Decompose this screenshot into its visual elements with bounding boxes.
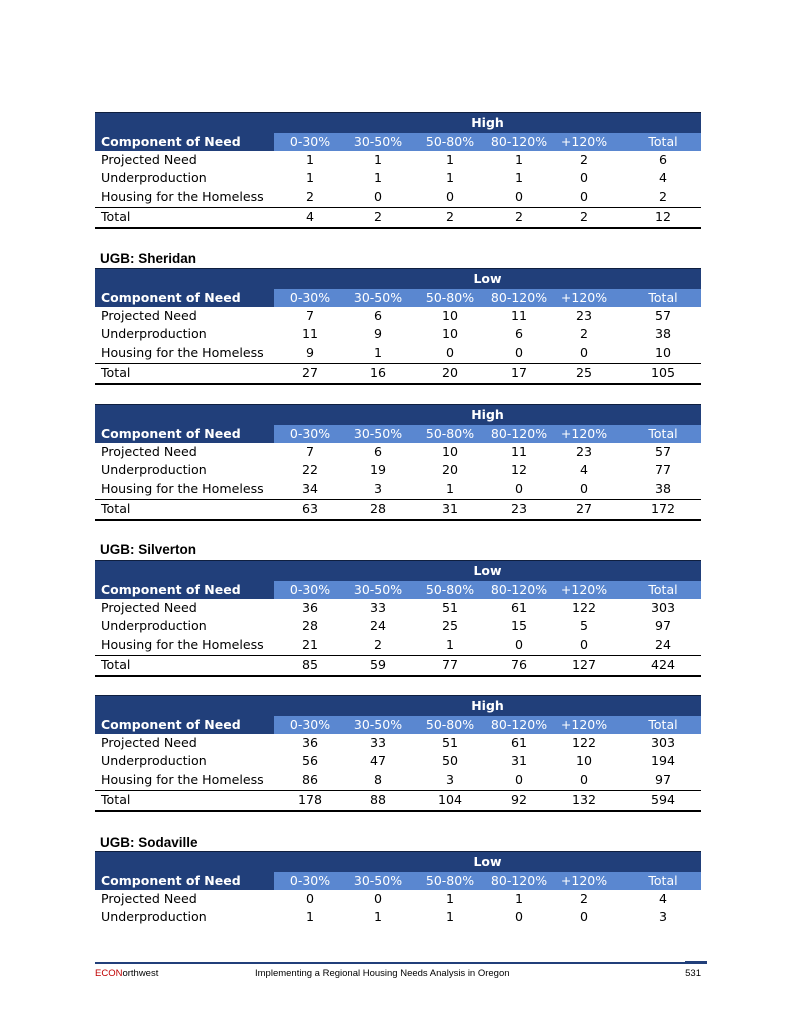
table-cell: 172: [650, 501, 676, 517]
table-row: [95, 480, 701, 498]
table-cell: 1: [445, 480, 454, 496]
table-cell: 24: [369, 618, 387, 634]
column-header-cell: 30-50%: [353, 717, 403, 732]
column-header-label: Component of Need: [101, 717, 241, 732]
table-cell: 1: [305, 170, 314, 186]
column-header-cell: 50-80%: [425, 873, 475, 888]
table-cell: 10: [575, 753, 593, 769]
table-cell: 0: [579, 170, 588, 186]
column-header-cell: 50-80%: [425, 426, 475, 441]
table-cell: 34: [301, 480, 319, 496]
table-cell: 1: [305, 152, 314, 167]
table-cell: 6: [514, 326, 523, 342]
table-cell: 1: [445, 152, 454, 167]
table-cell: 47: [369, 753, 387, 769]
column-header-row: [95, 133, 701, 151]
column-header-cell: 0-30%: [289, 290, 331, 305]
table-row: [95, 890, 701, 908]
table-cell: 31: [441, 501, 459, 517]
column-header-cell: 0-30%: [289, 873, 331, 888]
table-cell: 7: [305, 308, 314, 323]
row-label: Housing for the Homeless: [101, 771, 264, 787]
table-cell: 2: [579, 891, 588, 906]
total-row: [95, 655, 701, 676]
footer-accent-mark: [685, 961, 707, 964]
column-header-cell: 50-80%: [425, 717, 475, 732]
table-cell: 15: [510, 618, 528, 634]
table-cell: 8: [373, 771, 382, 787]
ugb-heading: UGB: Sodaville: [100, 835, 198, 850]
table-cell: 1: [445, 170, 454, 186]
table-cell: 27: [575, 501, 593, 517]
table-cell: 2: [579, 152, 588, 167]
table-cell: 0: [579, 771, 588, 787]
column-header-cell: 30-50%: [353, 426, 403, 441]
need-table: [95, 851, 701, 927]
column-header-cell: Total: [648, 582, 678, 597]
table-cell: 5: [579, 618, 588, 634]
table-cell: 63: [301, 501, 319, 517]
table-row: [95, 752, 701, 770]
table-row: [95, 771, 701, 789]
need-table: [95, 404, 701, 521]
column-header-component: [95, 716, 274, 734]
table-cell: 0: [305, 891, 314, 906]
table-cell: 178: [297, 792, 323, 808]
table-cell: 6: [658, 152, 667, 167]
table-cell: 86: [301, 771, 319, 787]
table-cell: 1: [373, 909, 382, 925]
column-header-cell: +120%: [560, 290, 608, 305]
column-header-cell: +120%: [560, 873, 608, 888]
table-cell: 0: [445, 188, 454, 204]
column-header-label: Component of Need: [101, 873, 241, 888]
table-cell: 4: [658, 170, 667, 186]
need-table: [95, 268, 701, 385]
table-level-banner: [95, 112, 701, 133]
column-header-cell: 30-50%: [353, 582, 403, 597]
column-header-cell: 0-30%: [289, 582, 331, 597]
table-cell: 11: [510, 308, 528, 323]
row-label: Underproduction: [101, 170, 207, 186]
column-header-row: [95, 581, 701, 599]
table-cell: 27: [301, 365, 319, 381]
table-cell: 2: [579, 209, 588, 225]
column-header-component: [95, 872, 274, 890]
table-cell: 85: [301, 657, 319, 673]
table-cell: 303: [650, 735, 676, 750]
table-cell: 10: [654, 344, 672, 360]
table-cell: 77: [654, 462, 672, 478]
row-label: Total: [101, 365, 131, 381]
table-cell: 2: [445, 209, 454, 225]
column-header-cell: 50-80%: [425, 290, 475, 305]
table-level-banner: [95, 404, 701, 425]
column-header-cell: Total: [648, 717, 678, 732]
table-cell: 10: [441, 444, 459, 459]
column-header-cell: Total: [648, 426, 678, 441]
table-cell: 76: [510, 657, 528, 673]
table-cell: 0: [514, 188, 523, 204]
row-label: Total: [101, 209, 131, 225]
column-header-cell: +120%: [560, 582, 608, 597]
row-label: Underproduction: [101, 909, 207, 925]
table-cell: 10: [441, 326, 459, 342]
table-cell: 0: [579, 480, 588, 496]
column-header-component: [95, 581, 274, 599]
table-row: [95, 169, 701, 187]
ugb-heading: UGB: Silverton: [100, 542, 197, 557]
table-cell: 1: [445, 636, 454, 652]
table-cell: 0: [514, 480, 523, 496]
income-level-label: Low: [473, 854, 502, 869]
table-cell: 61: [510, 735, 528, 750]
column-header-component: [95, 133, 274, 151]
table-cell: 122: [571, 735, 597, 750]
table-cell: 25: [441, 618, 459, 634]
need-table: [95, 560, 701, 677]
table-cell: 0: [514, 771, 523, 787]
income-level-label: High: [471, 407, 504, 422]
column-header-cell: 0-30%: [289, 426, 331, 441]
row-label: Total: [101, 792, 131, 808]
table-cell: 594: [650, 792, 676, 808]
row-label: Underproduction: [101, 326, 207, 342]
table-cell: 11: [510, 444, 528, 459]
table-cell: 38: [654, 326, 672, 342]
total-row: [95, 363, 701, 384]
table-cell: 22: [301, 462, 319, 478]
row-label: Projected Need: [101, 735, 197, 750]
table-cell: 61: [510, 600, 528, 615]
table-cell: 20: [441, 462, 459, 478]
table-row: [95, 307, 701, 325]
table-cell: 2: [658, 188, 667, 204]
column-header-component: [95, 289, 274, 307]
table-cell: 56: [301, 753, 319, 769]
table-cell: 28: [369, 501, 387, 517]
table-cell: 17: [510, 365, 528, 381]
table-cell: 0: [579, 909, 588, 925]
ugb-heading: UGB: Sheridan: [100, 251, 197, 266]
table-cell: 57: [654, 444, 672, 459]
income-level-label: Low: [473, 563, 502, 578]
table-level-banner: [95, 560, 701, 581]
table-cell: 105: [650, 365, 676, 381]
table-cell: 92: [510, 792, 528, 808]
table-cell: 1: [373, 344, 382, 360]
table-row: [95, 636, 701, 654]
column-header-label: Component of Need: [101, 582, 241, 597]
row-label: Projected Need: [101, 600, 197, 615]
table-cell: 4: [658, 891, 667, 906]
column-header-cell: 80-120%: [490, 290, 548, 305]
table-cell: 1: [514, 891, 523, 906]
column-header-cell: +120%: [560, 717, 608, 732]
table-cell: 0: [514, 344, 523, 360]
table-cell: 122: [571, 600, 597, 615]
column-header-cell: 0-30%: [289, 717, 331, 732]
table-cell: 0: [579, 344, 588, 360]
income-level-label: High: [471, 115, 504, 130]
table-cell: 57: [654, 308, 672, 323]
row-label: Projected Need: [101, 444, 197, 459]
table-cell: 33: [369, 735, 387, 750]
table-cell: 23: [510, 501, 528, 517]
column-header-cell: 0-30%: [289, 134, 331, 149]
table-cell: 1: [514, 170, 523, 186]
table-cell: 36: [301, 600, 319, 615]
column-header-row: [95, 872, 701, 890]
table-cell: 9: [373, 326, 382, 342]
column-header-label: Component of Need: [101, 290, 241, 305]
column-header-row: [95, 716, 701, 734]
table-cell: 104: [437, 792, 463, 808]
table-row: [95, 443, 701, 461]
table-cell: 2: [373, 209, 382, 225]
total-row: [95, 790, 701, 811]
table-row: [95, 908, 701, 926]
row-label: Projected Need: [101, 152, 197, 167]
row-label: Underproduction: [101, 753, 207, 769]
column-header-row: [95, 289, 701, 307]
table-row: [95, 599, 701, 617]
column-header-cell: Total: [648, 134, 678, 149]
table-cell: 38: [654, 480, 672, 496]
table-cell: 0: [579, 188, 588, 204]
table-cell: 16: [369, 365, 387, 381]
table-cell: 88: [369, 792, 387, 808]
footer-title: Implementing a Regional Housing Needs Analysis in Oregon: [255, 968, 510, 979]
column-header-component: [95, 425, 274, 443]
table-cell: 51: [441, 600, 459, 615]
row-label: Housing for the Homeless: [101, 636, 264, 652]
table-cell: 31: [510, 753, 528, 769]
column-header-cell: 50-80%: [425, 582, 475, 597]
row-label: Total: [101, 657, 131, 673]
row-label: Housing for the Homeless: [101, 188, 264, 204]
table-cell: 0: [579, 636, 588, 652]
row-label: Housing for the Homeless: [101, 480, 264, 496]
row-label: Underproduction: [101, 618, 207, 634]
table-cell: 0: [445, 344, 454, 360]
table-cell: 97: [654, 771, 672, 787]
need-table: [95, 695, 701, 812]
column-header-cell: Total: [648, 873, 678, 888]
column-header-cell: Total: [648, 290, 678, 305]
row-label: Underproduction: [101, 462, 207, 478]
column-header-cell: 30-50%: [353, 873, 403, 888]
table-cell: 97: [654, 618, 672, 634]
column-header-cell: 80-120%: [490, 717, 548, 732]
table-cell: 77: [441, 657, 459, 673]
table-row: [95, 617, 701, 635]
table-cell: 28: [301, 618, 319, 634]
table-cell: 424: [650, 657, 676, 673]
column-header-cell: 80-120%: [490, 873, 548, 888]
table-cell: 12: [510, 462, 528, 478]
table-row: [95, 461, 701, 479]
table-cell: 25: [575, 365, 593, 381]
row-label: Projected Need: [101, 891, 197, 906]
table-cell: 33: [369, 600, 387, 615]
row-label: Total: [101, 501, 131, 517]
column-header-cell: 80-120%: [490, 134, 548, 149]
table-cell: 1: [373, 152, 382, 167]
column-header-label: Component of Need: [101, 426, 241, 441]
table-cell: 4: [579, 462, 588, 478]
table-row: [95, 325, 701, 343]
table-cell: 132: [571, 792, 597, 808]
table-cell: 1: [373, 170, 382, 186]
table-cell: 3: [373, 480, 382, 496]
table-cell: 12: [654, 209, 672, 225]
table-cell: 2: [373, 636, 382, 652]
need-table: [95, 112, 701, 229]
table-cell: 51: [441, 735, 459, 750]
table-cell: 4: [305, 209, 314, 225]
column-header-cell: 30-50%: [353, 134, 403, 149]
column-header-label: Component of Need: [101, 134, 241, 149]
table-cell: 7: [305, 444, 314, 459]
table-level-banner: [95, 268, 701, 289]
row-label: Housing for the Homeless: [101, 344, 264, 360]
table-cell: 0: [373, 188, 382, 204]
table-cell: 10: [441, 308, 459, 323]
table-level-banner: [95, 851, 701, 872]
table-cell: 127: [571, 657, 597, 673]
row-label: Projected Need: [101, 308, 197, 323]
table-cell: 9: [305, 344, 314, 360]
table-cell: 11: [301, 326, 319, 342]
table-cell: 24: [654, 636, 672, 652]
table-cell: 6: [373, 308, 382, 323]
total-row: [95, 499, 701, 520]
table-cell: 1: [445, 909, 454, 925]
table-cell: 36: [301, 735, 319, 750]
table-cell: 23: [575, 444, 593, 459]
table-cell: 2: [514, 209, 523, 225]
table-cell: 23: [575, 308, 593, 323]
table-row: [95, 734, 701, 752]
table-level-banner: [95, 695, 701, 716]
column-header-cell: 80-120%: [490, 582, 548, 597]
table-cell: 0: [514, 909, 523, 925]
table-cell: 0: [514, 636, 523, 652]
table-cell: 303: [650, 600, 676, 615]
column-header-row: [95, 425, 701, 443]
table-row: [95, 151, 701, 169]
income-level-label: Low: [473, 271, 502, 286]
total-row: [95, 207, 701, 228]
table-cell: 3: [658, 909, 667, 925]
table-cell: 2: [579, 326, 588, 342]
table-cell: 1: [445, 891, 454, 906]
column-header-cell: +120%: [560, 426, 608, 441]
table-cell: 3: [445, 771, 454, 787]
page-footer: [95, 962, 707, 984]
table-row: [95, 344, 701, 362]
table-cell: 1: [305, 909, 314, 925]
table-cell: 2: [305, 188, 314, 204]
column-header-cell: 30-50%: [353, 290, 403, 305]
table-cell: 19: [369, 462, 387, 478]
column-header-cell: 80-120%: [490, 426, 548, 441]
table-cell: 21: [301, 636, 319, 652]
table-row: [95, 188, 701, 206]
table-cell: 1: [514, 152, 523, 167]
income-level-label: High: [471, 698, 504, 713]
table-cell: 194: [650, 753, 676, 769]
column-header-cell: +120%: [560, 134, 608, 149]
table-cell: 50: [441, 753, 459, 769]
page-number: 531: [685, 968, 701, 979]
table-cell: 0: [373, 891, 382, 906]
table-cell: 59: [369, 657, 387, 673]
table-cell: 20: [441, 365, 459, 381]
column-header-cell: 50-80%: [425, 134, 475, 149]
footer-brand: ECONorthwest: [95, 968, 159, 979]
table-cell: 6: [373, 444, 382, 459]
